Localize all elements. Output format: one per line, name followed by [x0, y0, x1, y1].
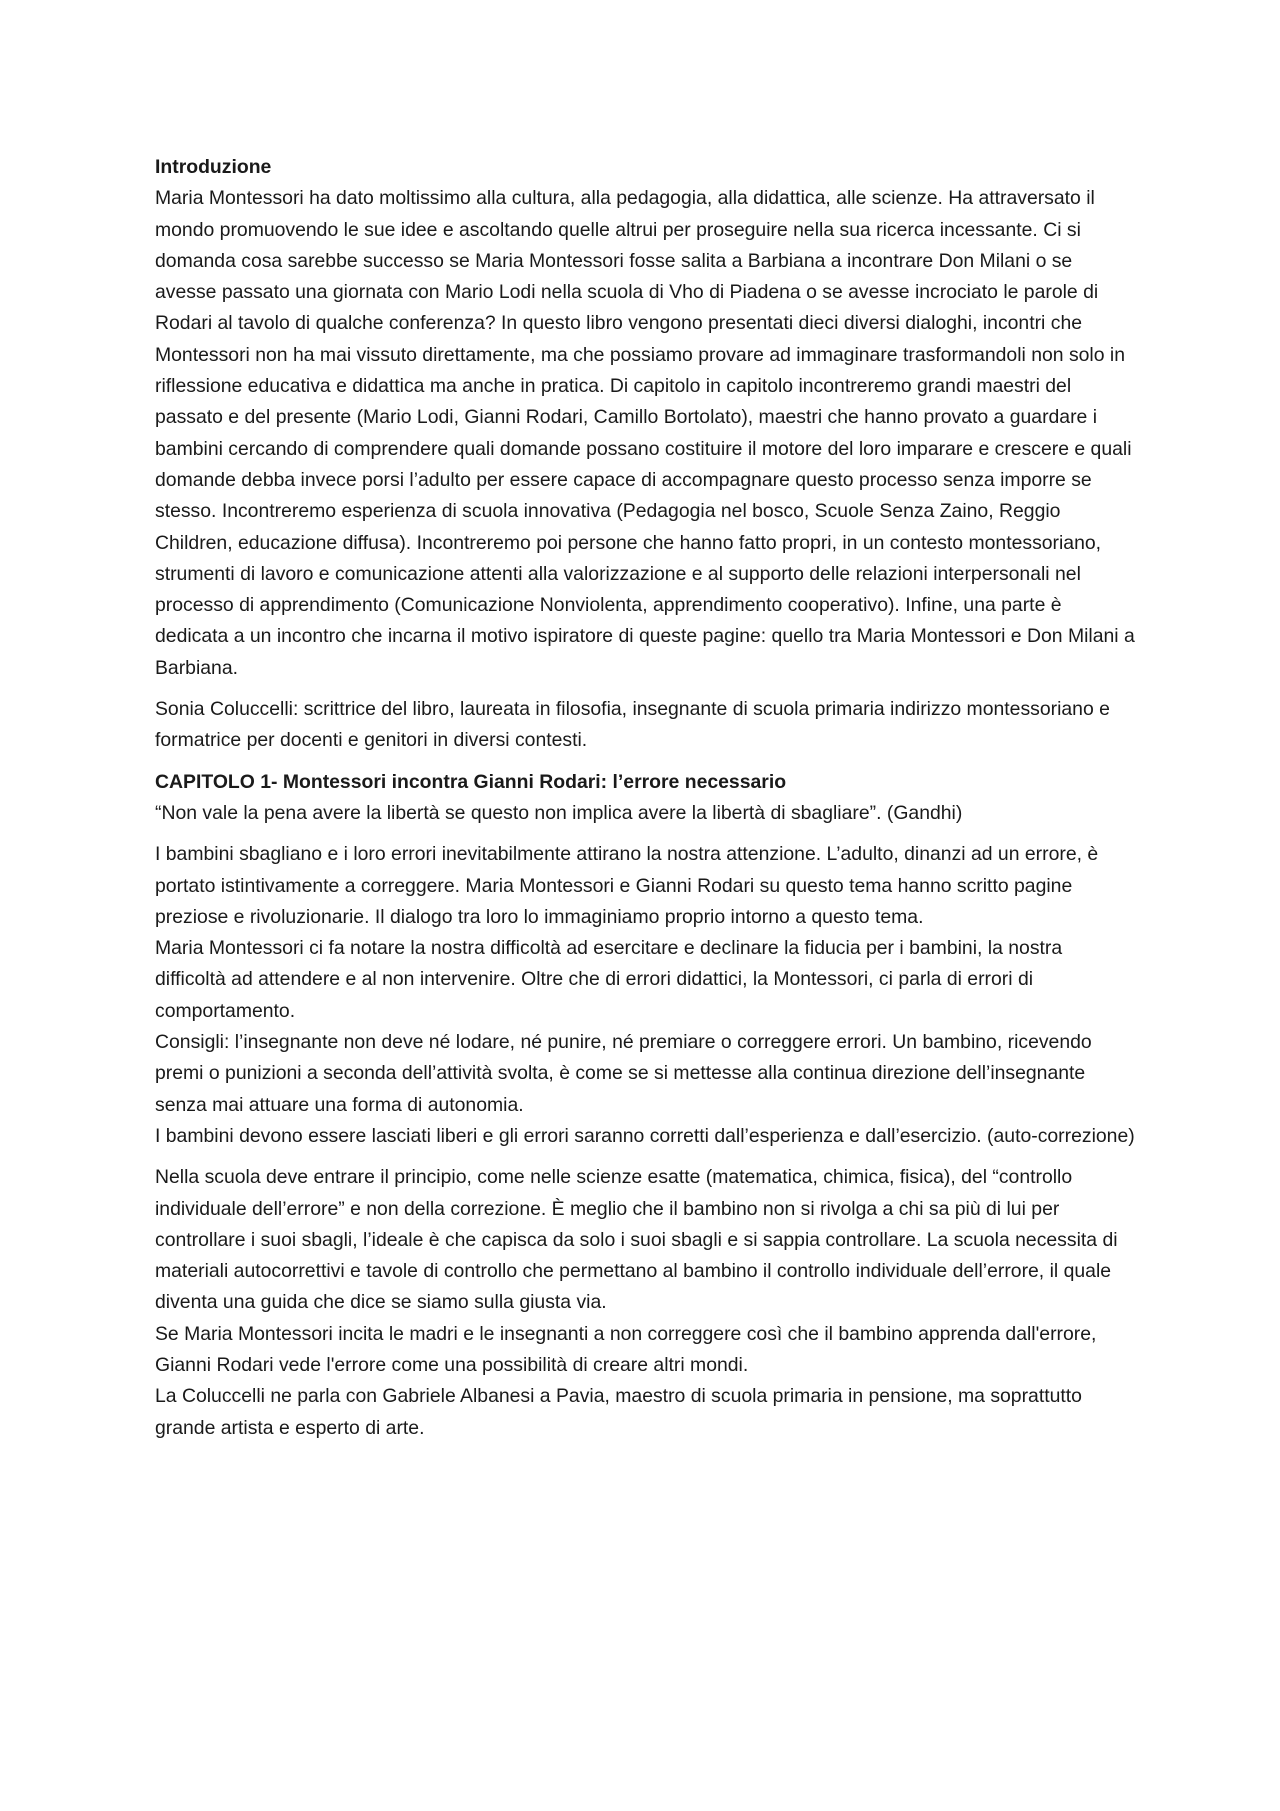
chapter1-paragraph-4: I bambini devono essere lasciati liberi e gli errori saranno corretti dall’esperienza e dall’esercizio. (auto-correzione) — [155, 1124, 1135, 1147]
chapter1-paragraph-2: Maria Montessori ci fa notare la nostra difficoltà ad esercitare e declinare la fiducia per i bambini, la nostra difficoltà ad attendere e al non intervenire. Oltre che di errori didattici, la Montessori, ci parla di errori di comportamento. — [155, 937, 1063, 1022]
author-note-paragraph: Sonia Coluccelli: scrittrice del libro, laureata in filosofia, insegnante di scuola primaria indirizzo montessoriano e formatrice per docenti e genitori in diversi contesti. — [155, 698, 1110, 752]
chapter1-part1 — [155, 839, 1135, 1152]
chapter1-heading: CAPITOLO 1- Montessori incontra Gianni Rodari: l’errore necessario — [155, 770, 787, 793]
chapter1-paragraph-5: Nella scuola deve entrare il principio, come nelle scienze esatte (matematica, chimica, fisica), del “controllo individuale dell’errore” e non della correzione. È meglio che il bambino non si rivolga a chi sa più di lui per controllare i suoi sbagli, l’ideale è che capisca da solo i suoi sbagli e si sappia controllare. La scuola necessita di materiali autocorrettivi e tavole di controllo che permettano al bambino il controllo individuale dell’errore, il quale diventa una guida che dice se siamo sulla giusta via. — [155, 1166, 1118, 1314]
chapter1-quote: “Non vale la pena avere la libertà se questo non implica avere la libertà di sbagliare”. (Gandhi) — [155, 801, 963, 824]
introduction-section — [155, 152, 1135, 684]
chapter1-paragraph-6: Se Maria Montessori incita le madri e le insegnanti a non correggere così che il bambino apprenda dall'errore, Gianni Rodari vede l'errore come una possibilità di creare altri mondi. — [155, 1322, 1097, 1376]
author-note-section — [155, 694, 1135, 757]
chapter1-part2 — [155, 1162, 1135, 1444]
chapter1-title-section — [155, 767, 1135, 830]
chapter1-paragraph-1: I bambini sbagliano e i loro errori inevitabilmente attirano la nostra attenzione. L’adulto, dinanzi ad un errore, è portato istintivamente a correggere. Maria Montessori e Gianni Rodari su questo tema hanno scritto pagine preziose e rivoluzionarie. Il dialogo tra loro lo immaginiamo proprio intorno a questo tema. — [155, 843, 1099, 928]
chapter1-paragraph-7: La Coluccelli ne parla con Gabriele Albanesi a Pavia, maestro di scuola primaria in pensione, ma soprattutto grande artista e esperto di arte. — [155, 1385, 1082, 1439]
chapter1-paragraph-3: Consigli: l’insegnante non deve né lodare, né punire, né premiare o correggere errori. Un bambino, ricevendo premi o punizioni a seconda dell’attività svolta, è come se si mettesse alla continua direzione dell’insegnante senza mai attuare una forma di autonomia. — [155, 1031, 1092, 1116]
introduction-heading: Introduzione — [155, 156, 272, 178]
introduction-paragraph: Maria Montessori ha dato moltissimo alla cultura, alla pedagogia, alla didattica, alle scienze. Ha attraversato il mondo promuovendo le sue idee e ascoltando quelle altrui per proseguire nella sua ricerca incessante. Ci si domanda cosa sarebbe successo se Maria Montessori fosse salita a Barbiana a incontrare Don Milani o se avesse passato una giornata con Mario Lodi nella scuola di Vho di Piadena o se avesse incrociato le parole di Rodari al tavolo di qualche conferenza? In questo libro vengono presentati dieci diversi dialoghi, incontri che Montessori non ha mai vissuto direttamente, ma che possiamo provare ad immaginare trasformandoli non solo in riflessione educativa e didattica ma anche in pratica. Di capitolo in capitolo incontreremo grandi maestri del passato e del presente (Mario Lodi, Gianni Rodari, Camillo Bortolato), maestri che hanno provato a guardare i bambini cercando di comprendere quali domande possano costituire il motore del loro imparare e crescere e quali domande debba invece porsi l’adulto per essere capace di accompagnare questo processo senza imporre se stesso. Incontreremo esperienza di scuola innovativa (Pedagogia nel bosco, Scuole Senza Zaino, Reggio Children, educazione diffusa). Incontreremo poi persone che hanno fatto propri, in un contesto montessoriano, strumenti di lavoro e comunicazione attenti alla valorizzazione e al supporto delle relazioni interpersonali nel processo di apprendimento (Comunicazione Nonviolenta, apprendimento cooperativo). Infine, una parte è dedicata a un incontro che incarna il motivo ispiratore di queste pagine: quello tra Maria Montessori e Don Milani a Barbiana. — [155, 187, 1135, 679]
document-page — [155, 152, 1135, 1454]
